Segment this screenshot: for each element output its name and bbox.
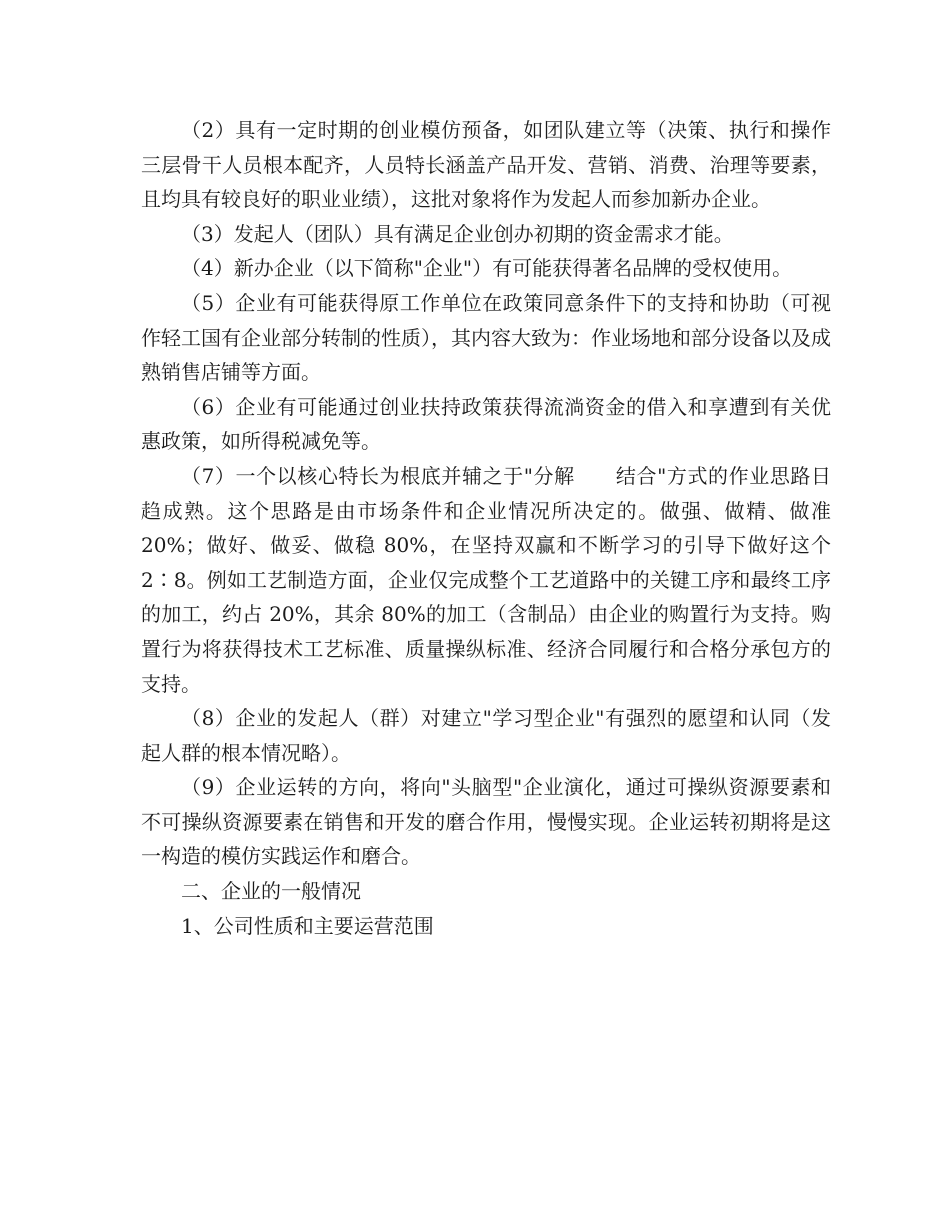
paragraph-item-3: （3）发起人（团队）具有满足企业创办初期的资金需求才能。 [181,221,734,246]
paragraph-item-4: （4）新办企业（以下简称"企业"）有可能获得著名品牌的受权使用。 [181,256,793,281]
paragraph-item-2: （2）具有一定时期的创业模仿预备，如团队建立等（决策、执行和操作三层骨干人员根本配齐，人员特长涵盖产品开发、营销、消费、治理等要素，且均具有较良好的职业业绩），这批对象将作为发起人而参加新办企业。 [141,118,831,212]
paragraph-item-6: （6）企业有可能通过创业扶持政策获得流淌资金的借入和享遭到有关优惠政策，如所得税减免等。 [141,394,831,454]
paragraph-item-9: （9）企业运转的方向，将向"头脑型"企业演化，通过可操纵资源要素和不可操纵资源要素在销售和开发的磨合作用，慢慢实现。企业运转初期将是这一构造的模仿实践运作和磨合。 [141,775,831,869]
paragraph-item-7: （7）一个以核心特长为根底并辅之于"分解 结合"方式的作业思路日趋成熟。这个思路是由市场条件和企业情况所决定的。做强、做精、做准 20%；做好、做妥、做稳 80%，在坚持双赢和不断学习的引导下做好这个 2∶8。例如工艺制造方面，企业仅完成整个工艺道路中的关键工序和最终工序的加工，约占 20%，其余 80%的加工（含制品）由企业的购置行为支持。购置行为将获得技术工艺标准、质量操纵标准、经济合同履行和合格分承包方的支持。 [141,463,831,696]
paragraph-item-8: （8）企业的发起人（群）对建立"学习型企业"有强烈的愿望和认同（发起人群的根本情况略）。 [141,706,831,765]
paragraph-item-5: （5）企业有可能获得原工作单位在政策同意条件下的支持和协助（可视作轻工国有企业部分转制的性质），其内容大致为：作业场地和部分设备以及成熟销售店铺等方面。 [141,290,831,385]
document-body [141,113,831,943]
section-heading: 二、企业的一般情况 [181,879,361,904]
subsection-heading: 1、公司性质和主要运营范围 [181,913,434,938]
